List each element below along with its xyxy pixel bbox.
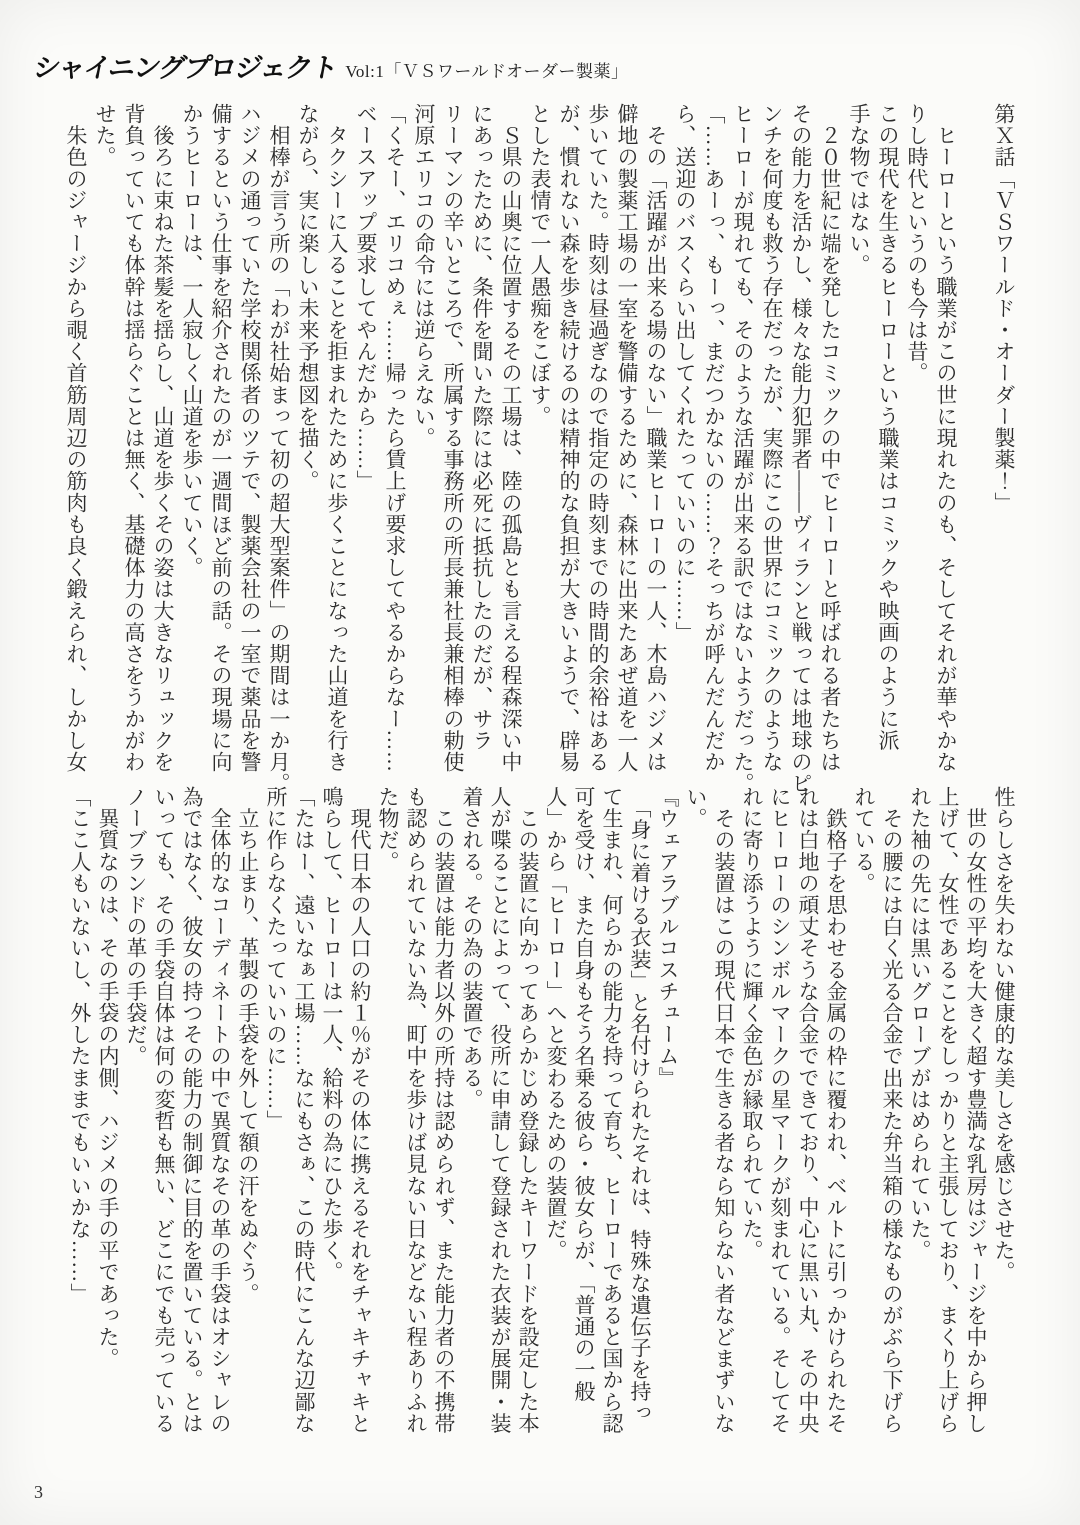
text-line: かうヒーローは、一人寂しく山道を歩いていく。 [180, 103, 204, 579]
text-line: とした表情で一人愚痴をこぼす。 [528, 103, 552, 427]
text-line: 河原エリコの命令には逆らえない。 [412, 103, 436, 449]
text-line: 僻地の製薬工場の一室を警備するために、森林に出来たあぜ道を一人 [615, 103, 639, 773]
text-line: が、慣れない森を歩き続けるのは精神的な負担が大きいようで、辟易 [557, 103, 581, 773]
text-line: 備するという仕事を紹介されたのが一週間ほど前の話。その現場に向 [209, 103, 233, 773]
text-line: 世の女性の平均を大きく超す豊満な乳房はジャージを中から押し [964, 786, 988, 1434]
text-line: れた袖の先には黒いグローブがはめられていた。 [908, 786, 932, 1262]
text-line: 性らしさを失わない健康的な美しさを感じさせた。 [992, 786, 1016, 1283]
text-line: 人が喋ることによって、役所に申請して登録された衣装が展開・装 [488, 786, 512, 1434]
text-line: 手な物ではない。 [847, 103, 871, 276]
volume-label: Vol:1「ＶＳワールドオーダー製薬」 [345, 62, 629, 81]
page-number: 3 [34, 1482, 43, 1502]
text-line: 人」から「ヒーロー」へと変わるための装置だ。 [544, 786, 568, 1262]
text-line: 相棒が言う所の「わが社始まって初の超大型案件」の期間は一か月。 [267, 103, 291, 795]
text-line: た物だ。 [376, 786, 400, 873]
text-line: にヒーローのシンボルマークの星マークが刻まれている。そしてそ [768, 786, 792, 1434]
text-line: ヒーローが現れても、そのような活躍が出来る訳ではないようだった。 [731, 103, 755, 795]
text-line: Ｓ県の山奥に位置するその工場は、陸の孤島とも言える程森深い中 [499, 103, 523, 773]
text-line: 鉄格子を思わせる金属の枠に覆われ、ベルトに引っかけられたそ [824, 786, 848, 1434]
text-line: 『ウェアラブルコスチューム』 [656, 786, 680, 1089]
text-line: 後ろに束ねた茶髪を揺らし、山道を歩くその姿は大きなリュックを [151, 103, 175, 773]
text-line: 異質なのは、その手袋の内側、ハジメの手の平であった。 [96, 786, 120, 1370]
text-line: 「身に着ける衣装」と名付けられたそれは、特殊な遺伝子を持っ [628, 786, 652, 1424]
text-line: ノーブランドの革の手袋だ。 [124, 786, 148, 1067]
text-line: 「……あーっ、もーっ、まだつかないの……？そっちが呼んだんだか [702, 103, 726, 773]
text-line: にあったために、条件を聞いた際には必死に抵抗したのだが、サラ [470, 103, 494, 751]
text-line: いっても、その手袋自体は何の変哲も無い、どこにでも売っている [152, 786, 176, 1434]
text-line: その腰には白く光る合金で出来た弁当箱の様なものがぶら下げら [880, 786, 904, 1434]
text-line: 可を受け、また自身もそう名乗る彼ら・彼女らが、「普通の一般 [572, 786, 596, 1402]
text-line: ハジメの通っていた学校関係者のツテで、製薬会社の一室で薬品を警 [238, 103, 262, 773]
text-line: て生まれ、何らかの能力を持って育ち、ヒーローであると国から認 [600, 786, 624, 1434]
text-line: 為ではなく、彼女の持つその能力の制御に目的を置いている。とは [180, 786, 204, 1434]
story-bottom-block [66, 786, 1018, 1486]
text-line: れている。 [852, 786, 876, 894]
text-line [960, 103, 989, 781]
text-line: この装置は能力者以外の所持は認められず、また能力者の不携帯 [432, 786, 456, 1434]
text-line: リーマンの辛いところで、所属する事務所の所長兼社長兼相棒の勅使 [441, 103, 465, 773]
text-line: ヒーローという職業がこの世に現れたのも、そしてそれが華やかな [934, 103, 958, 773]
text-line: れに寄り添うように輝く金色が縁取られていた。 [740, 786, 764, 1262]
text-line: 背負っていても体幹は揺らぐことは無く、基礎体力の高さをうかがわ [122, 103, 146, 773]
text-line: 「ここ人もいないし、外したままでもいいかな……」 [68, 786, 92, 1305]
text-line: その「活躍が出来る場のない」職業ヒーローの一人、木島ハジメは [644, 103, 668, 773]
text-line: 所に作らなくたっていいのに……」 [264, 786, 288, 1132]
page-header [30, 46, 629, 85]
text-line: ら、送迎のバスくらい出してくれたっていいのに……」 [673, 103, 697, 643]
text-line: 立ち止まり、革製の手袋を外して額の汗をぬぐう。 [236, 786, 260, 1305]
text-line: この現代を生きるヒーローという職業はコミックや映画のように派 [876, 103, 900, 751]
story-top-block [61, 103, 1018, 795]
text-line: この装置に向かってあらかじめ登録したキーワードを設定した本 [516, 786, 540, 1434]
text-line: タクシーに入ることを拒まれたために歩くことになった山道を行き [325, 103, 349, 773]
text-line: 「たはー、遠いなぁ工場……なにもさぁ、この時代にこんな辺鄙な [292, 786, 316, 1434]
text-line: 歩いていた。時刻は昼過ぎなので指定の時刻までの時間的余裕はある [586, 103, 610, 773]
series-logo: シャイニングプロジェクト [30, 53, 340, 83]
text-line: その能力を活かし、様々な能力犯罪者――ヴィランと戦っては地球のピ [789, 103, 813, 795]
text-line: れは白地の頑丈そうな合金でできており、中心に黒い丸、その中央 [796, 786, 820, 1434]
text-line: い。 [684, 786, 708, 830]
text-line: 第Ｘ話「ＶＳワールド・オーダー製薬！」 [992, 103, 1016, 514]
text-line: その装置はこの現代日本で生きる者なら知らない者などまずいな [712, 786, 736, 1434]
text-line: 鳴らして、ヒーローは一人、給料の為にひた歩く。 [320, 786, 344, 1283]
text-line: 上げて、女性であることをしっかりと主張しており、まくり上げら [936, 786, 960, 1434]
text-line: ２０世紀に端を発したコミックの中でヒーローと呼ばれる者たちは [818, 103, 842, 773]
text-line: 朱色のジャージから覗く首筋周辺の筋肉も良く鍛えられ、しかし女 [64, 103, 88, 773]
text-line: も認められていない為、町中を歩けば見ない日などない程ありふれ [404, 786, 428, 1434]
text-line: 着される。その為の装置である。 [460, 786, 484, 1110]
text-line: ながら、実に楽しい未来予想図を描く。 [296, 103, 320, 492]
text-line: 全体的なコーディネートの中で異質なその革の手袋はオシャレの [208, 786, 232, 1434]
text-line: 現代日本の人口の約１％がその体に携えるそれをチャキチャキと [348, 786, 372, 1434]
text-line: せた。 [93, 103, 117, 168]
text-line: りし時代というのも今は昔。 [905, 103, 929, 384]
text-line: ンチを何度も救う存在だったが、実際にこの世界にコミックのような [760, 103, 784, 773]
text-line: 「くそー、エリコめぇ……帰ったら賃上げ要求してやるからなー…… [383, 103, 407, 773]
text-line: ベースアップ要求してやんだから……」 [354, 103, 378, 492]
